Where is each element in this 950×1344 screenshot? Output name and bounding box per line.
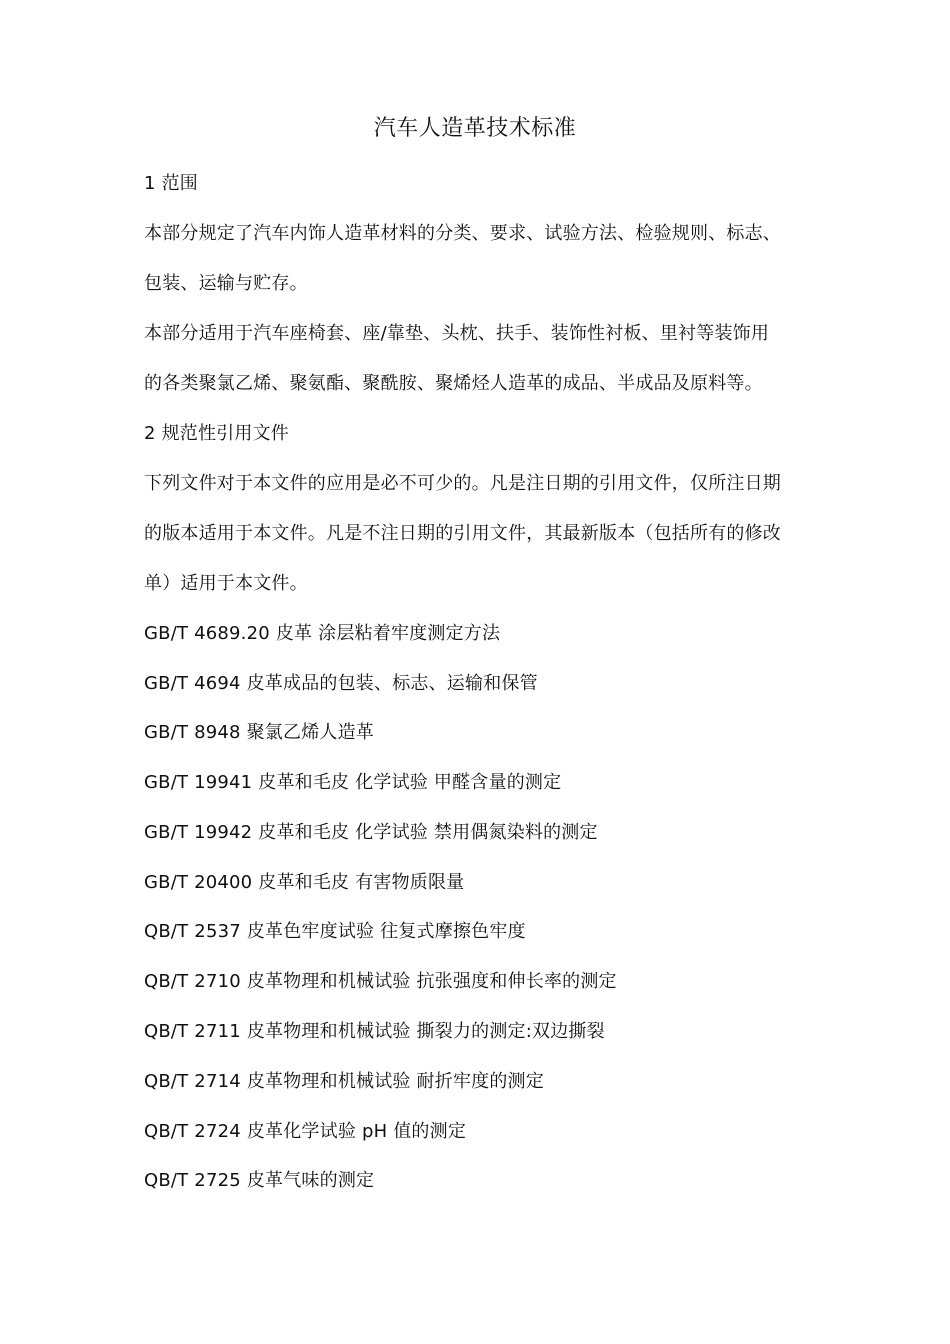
- paragraph-line: 的版本适用于本文件。凡是不注日期的引用文件，其最新版本（包括所有的修改: [144, 523, 781, 544]
- reference-item: GB/T 8948 聚氯乙烯人造革: [144, 722, 375, 743]
- reference-item: GB/T 19941 皮革和毛皮 化学试验 甲醛含量的测定: [144, 772, 562, 793]
- section-heading-scope: 1 范围: [144, 173, 198, 194]
- reference-item: QB/T 2711 皮革物理和机械试验 撕裂力的测定:双边撕裂: [144, 1021, 605, 1042]
- paragraph-line: 本部分规定了汽车内饰人造革材料的分类、要求、试验方法、检验规则、标志、: [144, 223, 781, 244]
- reference-item: GB/T 20400 皮革和毛皮 有害物质限量: [144, 872, 465, 893]
- reference-item: QB/T 2725 皮革气味的测定: [144, 1170, 375, 1191]
- paragraph-line: 单）适用于本文件。: [144, 573, 308, 594]
- reference-item: QB/T 2724 皮革化学试验 pH 值的测定: [144, 1121, 467, 1142]
- reference-item: QB/T 2714 皮革物理和机械试验 耐折牢度的测定: [144, 1071, 544, 1092]
- document-title: 汽车人造革技术标准: [373, 116, 577, 141]
- section-heading-normative-references: 2 规范性引用文件: [144, 423, 289, 444]
- paragraph-line: 的各类聚氯乙烯、聚氨酯、聚酰胺、聚烯烃人造革的成品、半成品及原料等。: [144, 373, 763, 394]
- reference-item: QB/T 2537 皮革色牢度试验 往复式摩擦色牢度: [144, 921, 526, 942]
- reference-item: GB/T 4689.20 皮革 涂层粘着牢度测定方法: [144, 623, 501, 644]
- reference-item: GB/T 4694 皮革成品的包装、标志、运输和保管: [144, 673, 538, 694]
- paragraph-line: 本部分适用于汽车座椅套、座/靠垫、头枕、扶手、装饰性衬板、里衬等装饰用: [144, 323, 770, 344]
- reference-item: QB/T 2710 皮革物理和机械试验 抗张强度和伸长率的测定: [144, 971, 617, 992]
- paragraph-line: 包装、运输与贮存。: [144, 273, 308, 294]
- reference-item: GB/T 19942 皮革和毛皮 化学试验 禁用偶氮染料的测定: [144, 822, 598, 843]
- paragraph-line: 下列文件对于本文件的应用是必不可少的。凡是注日期的引用文件，仅所注日期: [144, 473, 781, 494]
